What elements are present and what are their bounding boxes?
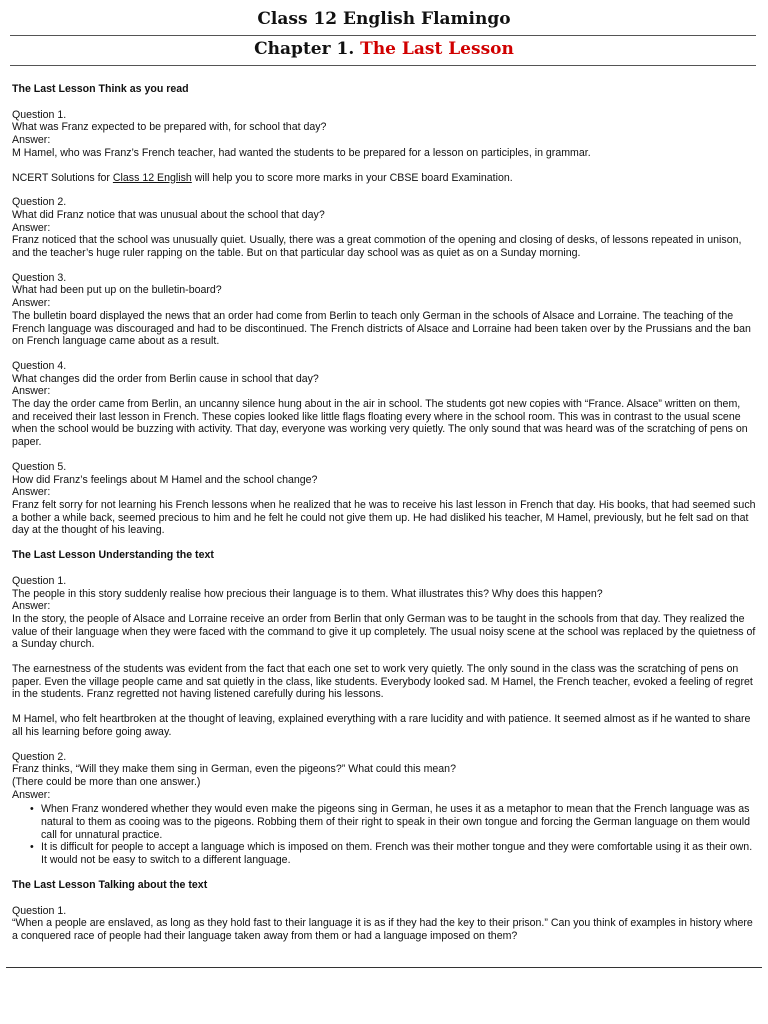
class-12-english-link[interactable]: Class 12 English xyxy=(112,171,192,184)
question-block xyxy=(12,461,758,537)
answer-text: Franz felt sorry for not learning his French lessons when he realized that he was to receive his last lesson in French that day. His books, that had seemed such a bother a while back, seemed precious to him and he felt he could not give them up. He had disliked his teacher, M Hamel, previously, but he felt sad on that day at the thought of his leaving. xyxy=(12,498,756,537)
chapter-name: The Last Lesson xyxy=(360,39,514,59)
question-block xyxy=(12,575,758,651)
chapter-prefix: Chapter 1. xyxy=(254,39,355,59)
promo-paragraph xyxy=(12,172,758,185)
document-title: Class 12 English Flamingo xyxy=(257,9,511,29)
question-text: How did Franz’s feelings about M Hamel and the school change? xyxy=(12,473,318,486)
question-block xyxy=(12,905,758,943)
answer-paragraph: The earnestness of the students was evident from the fact that each one set to work very quietly. The only sound in the class was the scratching of pens on paper. Even the village people came and sat quietly in the class, like students. Everybody looked sad. M Hamel, the French teacher, evoked a feeling of regret in the students. Franz regretted not having listened carefully during his lessons. xyxy=(12,663,753,701)
answer-label: Answer: xyxy=(12,385,51,398)
page-bottom-divider xyxy=(6,967,762,968)
promo-text-after: will help you to score more marks in your CBSE board Examination. xyxy=(191,171,513,184)
promo-text-before: NCERT Solutions for xyxy=(12,171,113,184)
question-text: Franz thinks, “Will they make them sing in German, even the pigeons?” What could this mean? xyxy=(12,763,456,776)
question-block xyxy=(12,751,758,867)
question-label: Question 5. xyxy=(12,460,67,473)
answer-label: Answer: xyxy=(12,221,51,234)
section-heading-talking: The Last Lesson Talking about the text xyxy=(12,878,208,891)
section-heading-understanding: The Last Lesson Understanding the text xyxy=(12,549,214,562)
answer-label: Answer: xyxy=(12,486,51,499)
question-label: Question 3. xyxy=(12,271,67,284)
question-text: The people in this story suddenly realise how precious their language is to them. What illustrates this? Why does this happen? xyxy=(12,587,603,600)
list-item: • It is difficult for people to accept a language which is imposed on them. French was their mother tongue and they were comfortable using it as their own. It would not be easy to switch to a different language. xyxy=(30,841,758,866)
question-block xyxy=(12,272,758,348)
question-note: (There could be more than one answer.) xyxy=(12,775,201,788)
question-text: What was Franz expected to be prepared with, for school that day? xyxy=(12,121,327,134)
answer-label: Answer: xyxy=(12,600,51,613)
question-label: Question 2. xyxy=(12,196,67,209)
answer-label: Answer: xyxy=(12,297,51,310)
question-label: Question 1. xyxy=(12,108,67,121)
answer-text: In the story, the people of Alsace and Lorraine receive an order from Berlin that only German was to be taught in the schools from that day. They realized the value of their language when they were faced with the command to give it up completely. The usual noisy scene at the school was replaced by the quietness of a Sunday church. xyxy=(12,612,756,651)
question-block xyxy=(12,196,758,260)
question-label: Question 1. xyxy=(12,574,67,587)
list-item: • When Franz wondered whether they would even make the pigeons sing in German, he uses it as a metaphor to mean that the French language was as natural to them as cooing was to the pigeons. Robbing them of their right to speak in their own tongue and forcing the German language on them would call for unnatural practice. xyxy=(30,803,758,841)
answer-text: The bulletin board displayed the news that an order had come from Berlin to teach only German in the schools of Alsace and Lorraine. The teaching of the French language was discouraged and had to be discontinued. The French districts of Alsace and Lorraine had been taken over by the Prussians and the ban on French language came about as a result. xyxy=(12,309,751,348)
section-heading-think: The Last Lesson Think as you read xyxy=(12,83,189,95)
document-body xyxy=(12,83,758,955)
question-text: What had been put up on the bulletin-board? xyxy=(12,284,222,297)
question-block xyxy=(12,360,758,449)
question-text: What did Franz notice that was unusual about the school that day? xyxy=(12,208,325,221)
chapter-title xyxy=(0,39,768,59)
question-label: Question 1. xyxy=(12,904,67,917)
question-text: “When a people are enslaved, as long as they hold fast to their language it is as if they had the key to their prison.” Can you think of examples in history where a conquered race of people had their language taken away from them or had a language imposed on them? xyxy=(12,917,753,942)
answer-bullet-list xyxy=(12,803,758,867)
title-divider xyxy=(10,35,756,36)
question-label: Question 2. xyxy=(12,750,67,763)
answer-text: Franz noticed that the school was unusually quiet. Usually, there was a great commotion of the opening and closing of desks, of lessons repeated in unison, and the teacher’s huge ruler rapping on the table. But on that particular day school was as quiet as on a Sunday morning. xyxy=(12,234,742,260)
question-text: What changes did the order from Berlin cause in school that day? xyxy=(12,372,319,385)
answer-label: Answer: xyxy=(12,788,51,801)
answer-text: M Hamel, who was Franz’s French teacher, had wanted the students to be prepared for a lesson on participles, in grammar. xyxy=(12,146,591,159)
chapter-divider xyxy=(10,65,756,66)
question-label: Question 4. xyxy=(12,359,67,372)
question-block xyxy=(12,109,758,160)
answer-label: Answer: xyxy=(12,134,51,147)
answer-text: The day the order came from Berlin, an uncanny silence hung about in the air in school. The students got new copies with “France. Alsace” written on them, and received their last lesson in French. These copies looked like little flags floating every where in the school room. This was in contrast to the usual scene when the school would be buzzing with activity. That day, everyone was working very quietly. The only sound that was heard was of the scratching of pens on paper. xyxy=(12,398,748,449)
answer-paragraph: M Hamel, who felt heartbroken at the thought of leaving, explained everything with a rare lucidity and with patience. It seemed almost as if he wanted to share all his learning before going away. xyxy=(12,713,751,738)
